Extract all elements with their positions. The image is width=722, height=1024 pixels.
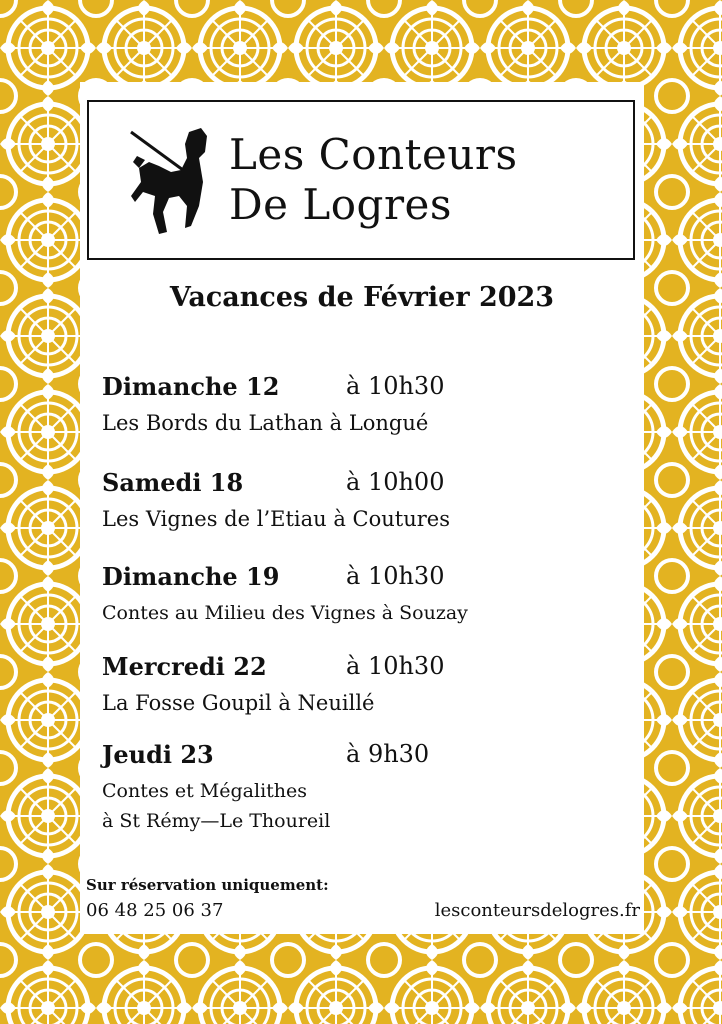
- event-location: Les Vignes de l’Etiau à Coutures: [102, 507, 450, 531]
- logo-title-line-1: Les Conteurs: [229, 130, 518, 179]
- event-item: [102, 372, 622, 438]
- event-day: Mercredi 22: [102, 652, 267, 681]
- event-location: à St Rémy—Le Thoureil: [102, 810, 331, 832]
- website-link[interactable]: lesconteursdelogres.fr: [434, 900, 640, 921]
- contact-phone: 06 48 25 06 37: [86, 900, 224, 921]
- event-time: à 10h00: [346, 468, 445, 496]
- event-day: Samedi 18: [102, 468, 244, 497]
- event-time: à 9h30: [346, 740, 430, 768]
- event-time: à 10h30: [346, 372, 445, 400]
- logo-title-line-2: De Logres: [229, 180, 452, 229]
- event-day: Jeudi 23: [102, 740, 214, 769]
- event-item: [102, 740, 622, 836]
- event-location: Contes et Mégalithes: [102, 780, 308, 802]
- logo-box: [87, 100, 635, 260]
- event-time: à 10h30: [346, 652, 445, 680]
- event-time: à 10h30: [346, 562, 445, 590]
- event-item: [102, 652, 622, 718]
- reservation-note: Sur réservation uniquement:: [86, 876, 329, 894]
- event-day: Dimanche 19: [102, 562, 280, 591]
- event-location: Les Bords du Lathan à Longué: [102, 411, 429, 435]
- event-item: [102, 562, 622, 628]
- page-title: Vacances de Février 2023: [169, 282, 555, 313]
- event-location: Contes au Milieu des Vignes à Souzay: [102, 602, 468, 624]
- event-item: [102, 468, 622, 534]
- event-day: Dimanche 12: [102, 372, 280, 401]
- knight-on-horse-icon: [129, 122, 219, 242]
- event-location: La Fosse Goupil à Neuillé: [102, 691, 375, 715]
